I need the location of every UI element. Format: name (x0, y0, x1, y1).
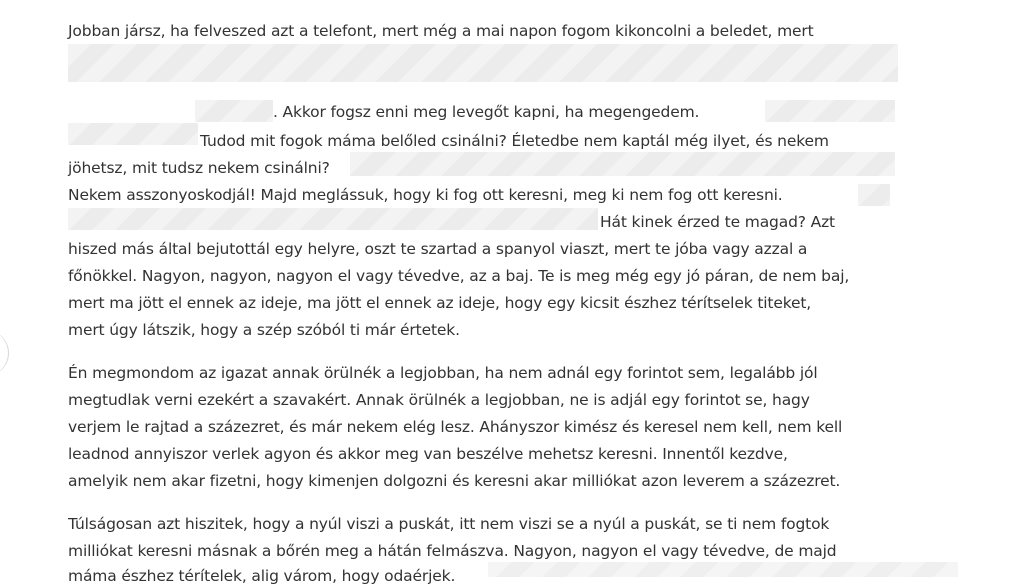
redacted-block (68, 44, 898, 82)
text-line: Hát kinek érzed te magad? Azt (600, 213, 835, 231)
text-line: megtudlak verni ezekért a szavakért. Annak örülnék a legjobban, ne is adjál egy forintot se, hagy (68, 391, 810, 409)
text-line: jöhetsz, mit tudsz nekem csinálni? (68, 159, 330, 177)
text-line: Én megmondom az igazat annak örülnék a legjobban, ha nem adnál egy forintot sem, legalább jól (68, 364, 818, 382)
redacted-block (765, 100, 895, 122)
redacted-block (350, 152, 895, 176)
text-line: Tudod mit fogok máma belőled csinálni? Életedbe nem kaptál még ilyet, és nekem (200, 132, 829, 150)
text-line: verjem le rajtad a százezret, és már nekem elég lesz. Ahányszor kimész és keresel nem kell, nem kell (68, 418, 843, 436)
text-line: Jobban jársz, ha felveszed azt a telefont, mert még a mai napon fogom kikoncolni a beledet, mert (68, 22, 814, 40)
redacted-block (858, 184, 890, 206)
redacted-block (68, 123, 198, 145)
text-line: Túlságosan azt hiszitek, hogy a nyúl viszi a puskát, itt nem viszi se a nyúl a puskát, se ti nem fogtok (68, 515, 830, 533)
text-line: főnökkel. Nagyon, nagyon, nagyon el vagy tévedve, az a baj. Te is meg még egy jó páran, de nem baj, (68, 267, 850, 285)
text-line: . Akkor fogsz enni meg levegőt kapni, ha megengedem. (273, 103, 700, 121)
redacted-block (195, 100, 273, 122)
text-line: Nekem asszonyoskodjál! Majd meglássuk, hogy ki fog ott keresni, meg ki nem fog ott keresni. (68, 186, 783, 204)
redacted-block (488, 562, 958, 577)
text-line: mert ma jött el ennek az ideje, ma jött el ennek az ideje, hogy egy kicsit észhez térítselek titeket, (68, 294, 812, 312)
text-line: milliókat keresni másnak a bőrén meg a hátán felmászva. Nagyon, nagyon el vagy tévedve, de majd (68, 542, 837, 560)
text-line: hiszed más által bejutottál egy helyre, oszt te szartad a spanyol viaszt, mert te jóba vagy azzal a (68, 240, 808, 258)
page-edge-mark (0, 330, 9, 376)
text-line: máma észhez térítelek, alig várom, hogy odaérjek. (68, 567, 456, 585)
text-line: mert úgy látszik, hogy a szép szóból ti már értetek. (68, 321, 460, 339)
redacted-block (68, 208, 598, 230)
text-line: leadnod annyiszor verlek agyon és akkor meg van beszélve mehetsz keresni. Innentől kezdve, (68, 445, 788, 463)
text-line: amelyik nem akar fizetni, hogy kimenjen dolgozni és keresni akar milliókat azon leverem a százezret. (68, 472, 841, 490)
